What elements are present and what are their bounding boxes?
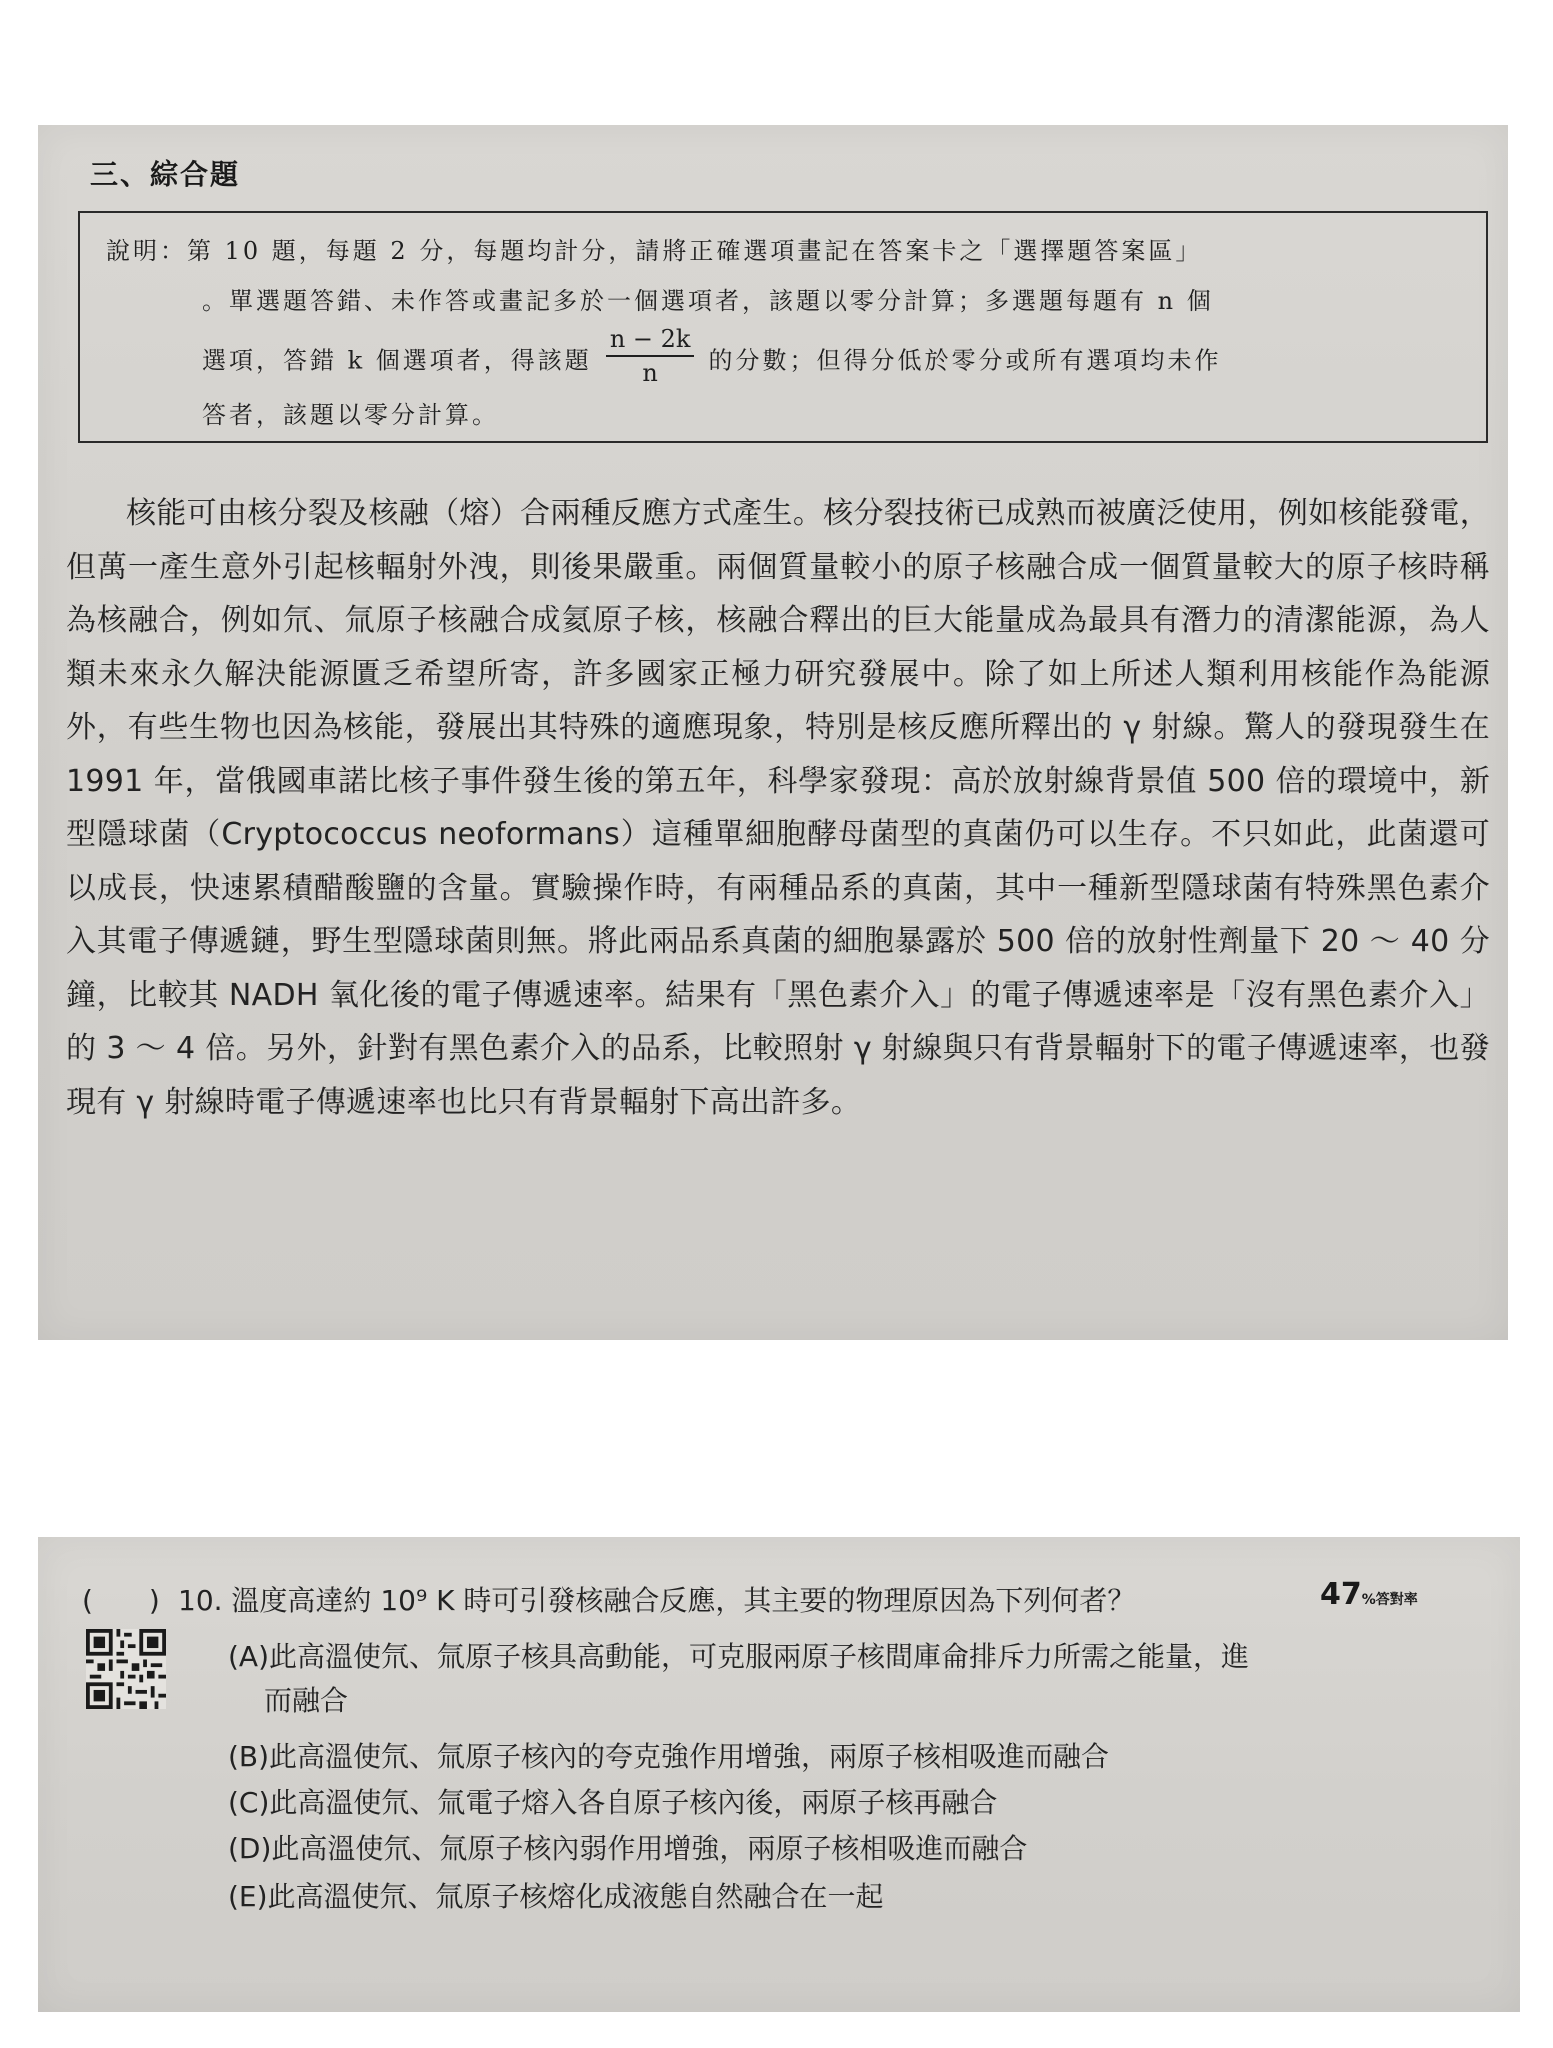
correct-rate-badge (1320, 1577, 1418, 1612)
instructions-line-2: 。單選題答錯、未作答或畫記多於一個選項者，該題以零分計算；多選題每題有 n 個 (202, 287, 1214, 315)
option-e: (E)此高溫使氘、氚原子核熔化成液態自然融合在一起 (228, 1880, 884, 1913)
score-fraction (606, 325, 695, 387)
instructions-line-3-before: 選項，答錯 k 個選項者，得該題 (202, 346, 592, 375)
qr-code-icon (86, 1629, 166, 1709)
option-c: (C)此高溫使氘、氚電子熔入各自原子核內後，兩原子核再融合 (228, 1786, 998, 1819)
scan-section-passage (38, 125, 1508, 1340)
scan-section-question (38, 1537, 1520, 2012)
option-a-continued: 而融合 (264, 1684, 349, 1717)
reading-passage: 核能可由核分裂及核融（熔）合兩種反應方式產生。核分裂技術已成熟而被廣泛使用，例如核能發電，但萬一產生意外引起核輻射外洩，則後果嚴重。兩個質量較小的原子核融合成一個質量較大的原子核時稱為核融合，例如氘、氚原子核融合成氦原子核，核融合釋出的巨大能量成為最具有潛力的清潔能源，為人類未來永久解決能源匱乏希望所寄，許多國家正極力研究發展中。除了如上所述人類利用核能作為能源外，有些生物也因為核能，發展出其特殊的適應現象，特別是核反應所釋出的 γ 射線。驚人的發現發生在 1991 年，當俄國車諾比核子事件發生後的第五年，科學家發現：高於放射線背景值 500 倍的環境中，新型隱球菌（Cryptococcus neoformans）這種單細胞酵母菌型的真菌仍可以生存。不只如此，此菌還可以成長，快速累積醋酸鹽的含量。實驗操作時，有兩種品系的真菌，其中一種新型隱球菌有特殊黑色素介入其電子傳遞鏈，野生型隱球菌則無。將此兩品系真菌的細胞暴露於 500 倍的放射性劑量下 20 ～ 40 分鐘，比較其 NADH 氧化後的電子傳遞速率。結果有「黑色素介入」的電子傳遞速率是「沒有黑色素介入」的 3 ～ 4 倍。另外，針對有黑色素介入的品系，比較照射 γ 射線與只有背景輻射下的電子傳遞速率，也發現有 γ 射線時電子傳遞速率也比只有背景輻射下高出許多。 (66, 496, 1490, 1120)
option-d: (D)此高溫使氘、氚原子核內弱作用增強，兩原子核相吸進而融合 (228, 1832, 1028, 1865)
instructions-line-3 (202, 325, 1222, 393)
question-stem: 10. 溫度高達約 10⁹ K 時可引發核融合反應，其主要的物理原因為下列何者？ (178, 1584, 1136, 1617)
instructions-box (78, 211, 1488, 443)
correct-rate-suffix: %答對率 (1361, 1592, 1418, 1608)
instructions-line-3-after: 的分數；但得分低於零分或所有選項均未作 (708, 346, 1222, 375)
answer-bracket: ( ) (82, 1584, 160, 1617)
option-b: (B)此高溫使氘、氚原子核內的夸克強作用增強，兩原子核相吸進而融合 (228, 1740, 1110, 1773)
instructions-line-1: 說明：第 10 題，每題 2 分，每題均計分，請將正確選項畫記在答案卡之「選擇題答案區」 (106, 237, 1203, 265)
instructions-line-4: 答者，該題以零分計算。 (202, 401, 499, 429)
option-a: (A)此高溫使氘、氚原子核具高動能，可克服兩原子核間庫侖排斥力所需之能量，進 (228, 1640, 1250, 1673)
fraction-denominator: n (642, 359, 658, 387)
fraction-numerator: n − 2k (606, 325, 695, 357)
correct-rate-value: 47 (1320, 1577, 1362, 1612)
section-title: 三、綜合題 (90, 158, 241, 191)
